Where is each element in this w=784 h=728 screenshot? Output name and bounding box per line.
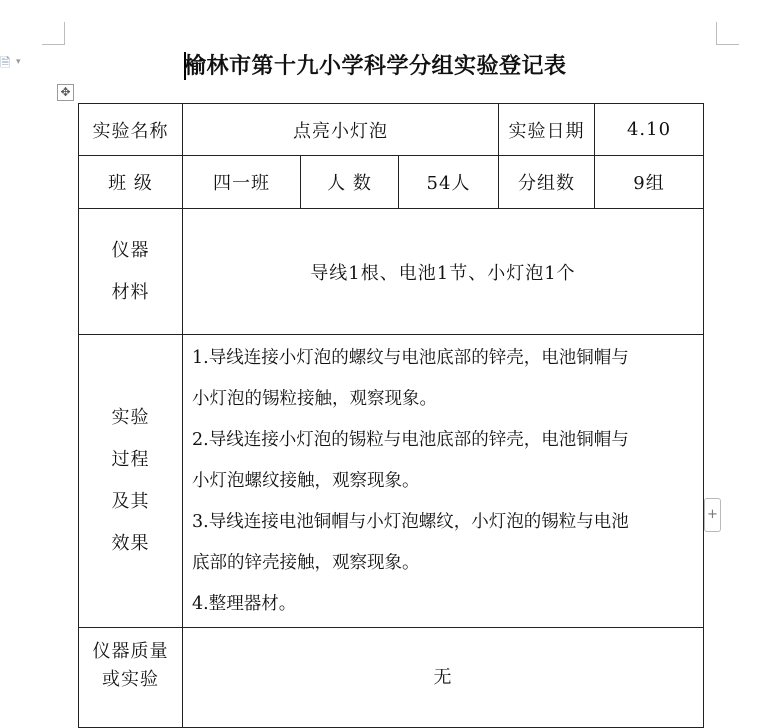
page-corner-top-left (42, 22, 65, 45)
quality-value[interactable]: 无 (183, 628, 704, 728)
people-count-value[interactable]: 54人 (399, 156, 499, 209)
experiment-name-value[interactable]: 点亮小灯泡 (183, 104, 499, 156)
table-row (79, 156, 704, 209)
process-line: 小灯泡螺纹接触，观察现象。 (192, 470, 420, 491)
process-line: 小灯泡的锡粒接触，观察现象。 (192, 388, 437, 409)
class-label[interactable]: 班 级 (79, 156, 183, 209)
experiment-date-value[interactable]: 4.10 (595, 104, 704, 156)
process-line: 4.整理器材。 (192, 593, 297, 614)
page-corner-top-right (716, 22, 739, 45)
process-line: 底部的锌壳接触，观察现象。 (192, 552, 420, 573)
registration-table (78, 103, 704, 728)
materials-value[interactable]: 导线1根、电池1节、小灯泡1个 (183, 209, 704, 335)
group-count-value[interactable]: 9组 (595, 156, 704, 209)
process-line: 2.导线连接小灯泡的锡粒与电池底部的锌壳，电池铜帽与 (192, 429, 629, 450)
process-line: 1.导线连接小灯泡的螺纹与电池底部的锌壳，电池铜帽与 (192, 347, 629, 368)
table-row (79, 209, 704, 335)
page-title[interactable]: 榆林市第十九小学科学分组实验登记表 (184, 53, 567, 79)
table-move-handle-icon[interactable]: ✥ (57, 84, 74, 101)
chevron-down-icon[interactable]: ▾ (16, 57, 21, 67)
group-count-label[interactable]: 分组数 (499, 156, 595, 209)
materials-label[interactable]: 仪器 材料 (79, 209, 183, 335)
table-row (79, 335, 704, 628)
add-column-button[interactable]: + (704, 498, 721, 532)
process-line: 3.导线连接电池铜帽与小灯泡螺纹，小灯泡的锡粒与电池 (192, 511, 629, 532)
document-icon[interactable]: 🗎 ▾ (0, 56, 21, 71)
quality-label[interactable]: 仪器质量 或实验 (79, 628, 183, 728)
experiment-name-label[interactable]: 实验名称 (79, 104, 183, 156)
experiment-date-label[interactable]: 实验日期 (499, 104, 595, 156)
class-value[interactable]: 四一班 (183, 156, 301, 209)
table-row (79, 104, 704, 156)
process-value[interactable] (183, 335, 704, 628)
people-count-label[interactable]: 人 数 (301, 156, 399, 209)
process-label[interactable]: 实验 过程 及其 效果 (79, 335, 183, 628)
table-row (79, 628, 704, 728)
